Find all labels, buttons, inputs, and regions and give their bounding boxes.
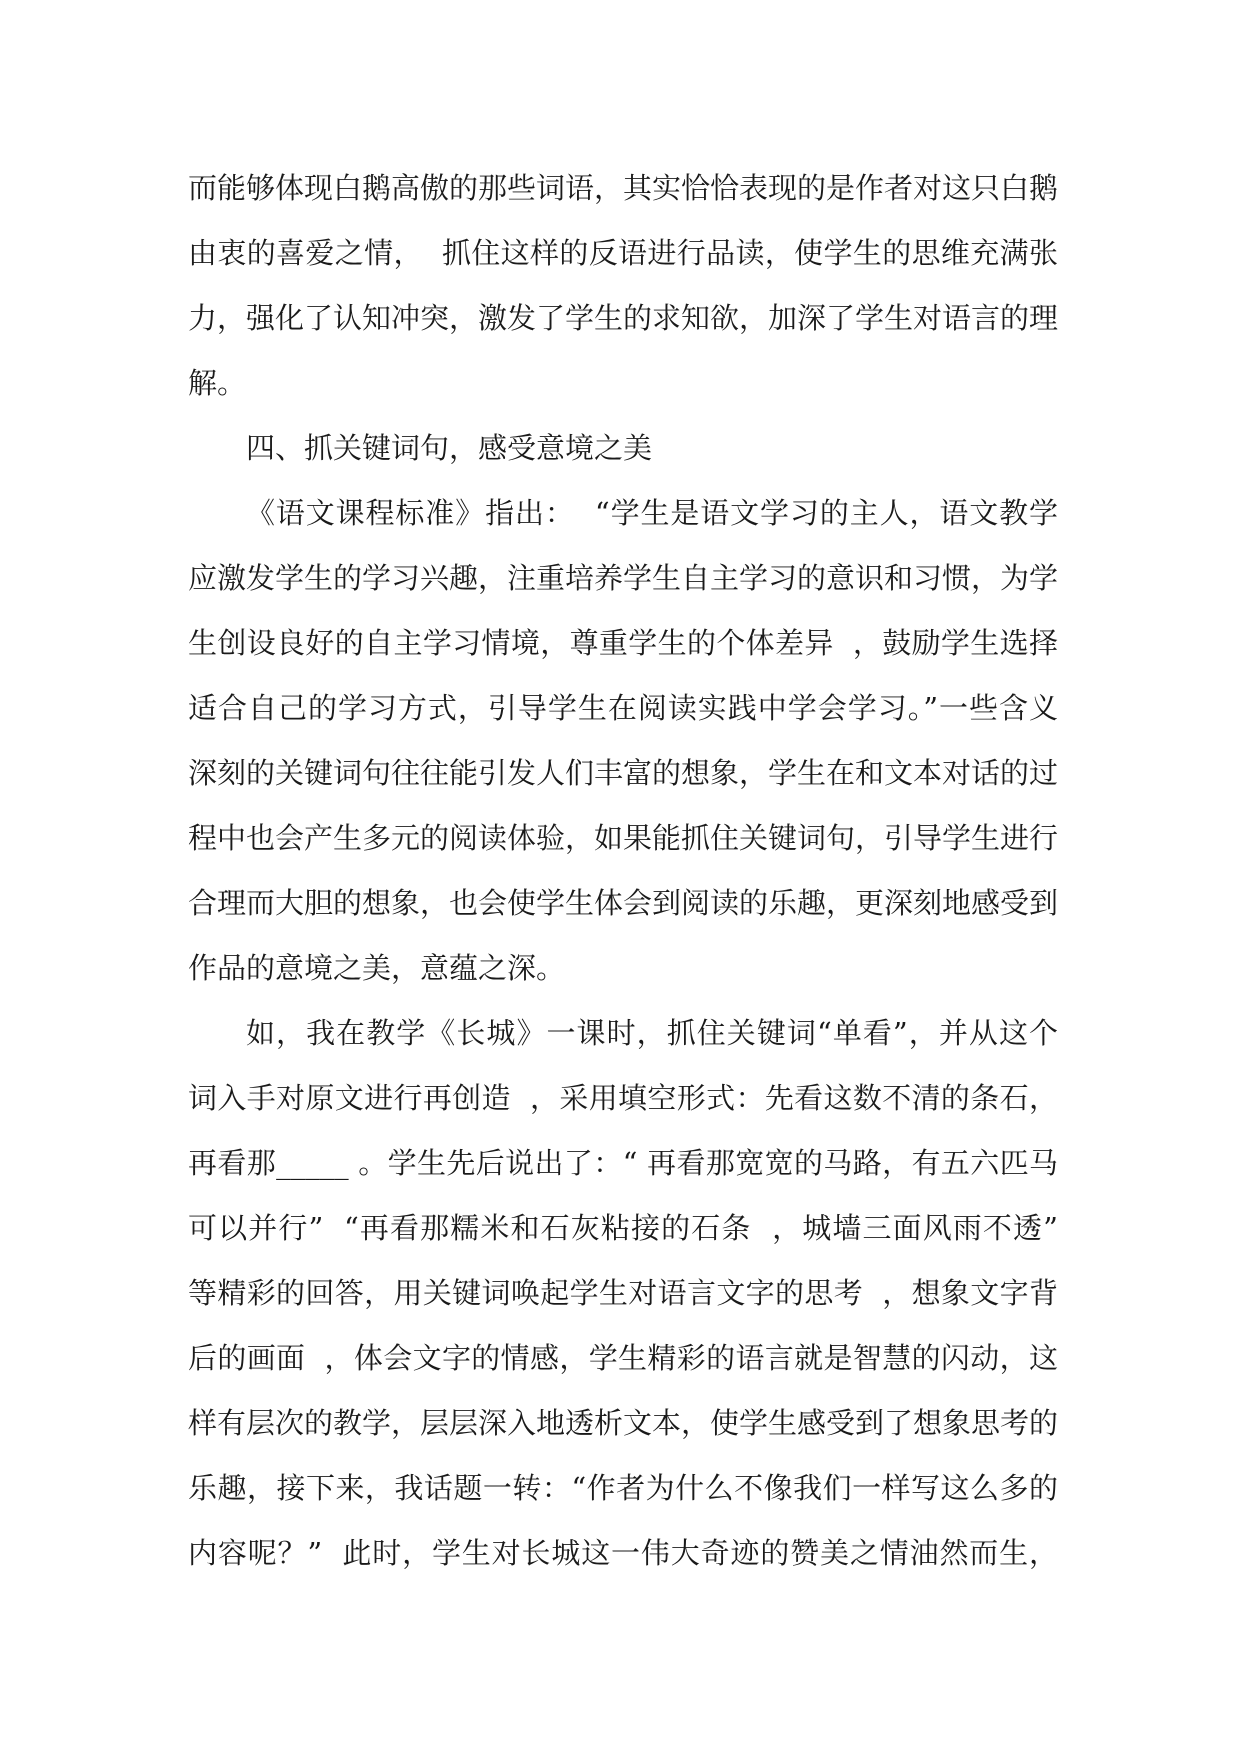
section-heading: 四、抓关键词句，感受意境之美	[246, 431, 653, 465]
document-body	[188, 156, 1058, 1586]
text-line: 词入手对原文进行再创造 ，采用填空形式：先看这数不清的条石，	[188, 1081, 1058, 1115]
text-line: 而能够体现白鹅高傲的那些词语，其实恰恰表现的是作者对这只白鹅	[188, 171, 1059, 205]
text-line: 《语文课程标准》指出： “学生是语文学习的主人，语文教学	[246, 496, 1058, 530]
text-line: 可以并行” “再看那糯米和石灰粘接的石条 ，城墙三面风雨不透”	[188, 1211, 1058, 1245]
text-line: 后的画面 ，体会文字的情感，学生精彩的语言就是智慧的闪动，这	[188, 1341, 1058, 1375]
text-line: 由衷的喜爱之情， 抓住这样的反语进行品读，使学生的思维充满张	[188, 236, 1058, 270]
text-line: 力，强化了认知冲突，激发了学生的求知欲，加深了学生对语言的理	[188, 301, 1059, 335]
text-line: 作品的意境之美，意蕴之深。	[188, 951, 566, 985]
text-line: 合理而大胆的想象，也会使学生体会到阅读的乐趣，更深刻地感受到	[188, 886, 1059, 920]
text-line: 生创设良好的自主学习情境，尊重学生的个体差异 ，鼓励学生选择	[188, 626, 1058, 660]
text-line: 再看那_____ 。学生先后说出了：“ 再看那宽宽的马路，有五六匹马	[188, 1146, 1058, 1180]
text-line: 应激发学生的学习兴趣，注重培养学生自主学习的意识和习惯，为学	[188, 561, 1059, 595]
text-line: 程中也会产生多元的阅读体验，如果能抓住关键词句，引导学生进行	[188, 821, 1059, 855]
text-line: 适合自己的学习方式，引导学生在阅读实践中学会学习。”一些含义	[188, 691, 1058, 725]
text-line: 深刻的关键词句往往能引发人们丰富的想象，学生在和文本对话的过	[188, 756, 1059, 790]
text-line: 样有层次的教学，层层深入地透析文本，使学生感受到了想象思考的	[188, 1406, 1059, 1440]
text-line: 内容呢？” 此时，学生对长城这一伟大奇迹的赞美之情油然而生，	[188, 1536, 1058, 1570]
text-line: 乐趣，接下来，我话题一转：“作者为什么不像我们一样写这么多的	[188, 1471, 1058, 1505]
text-line: 如，我在教学《长城》一课时，抓住关键词“单看”，并从这个	[246, 1016, 1058, 1050]
text-line: 解。	[188, 366, 247, 400]
text-line: 等精彩的回答，用关键词唤起学生对语言文字的思考 ，想象文字背	[188, 1276, 1058, 1310]
